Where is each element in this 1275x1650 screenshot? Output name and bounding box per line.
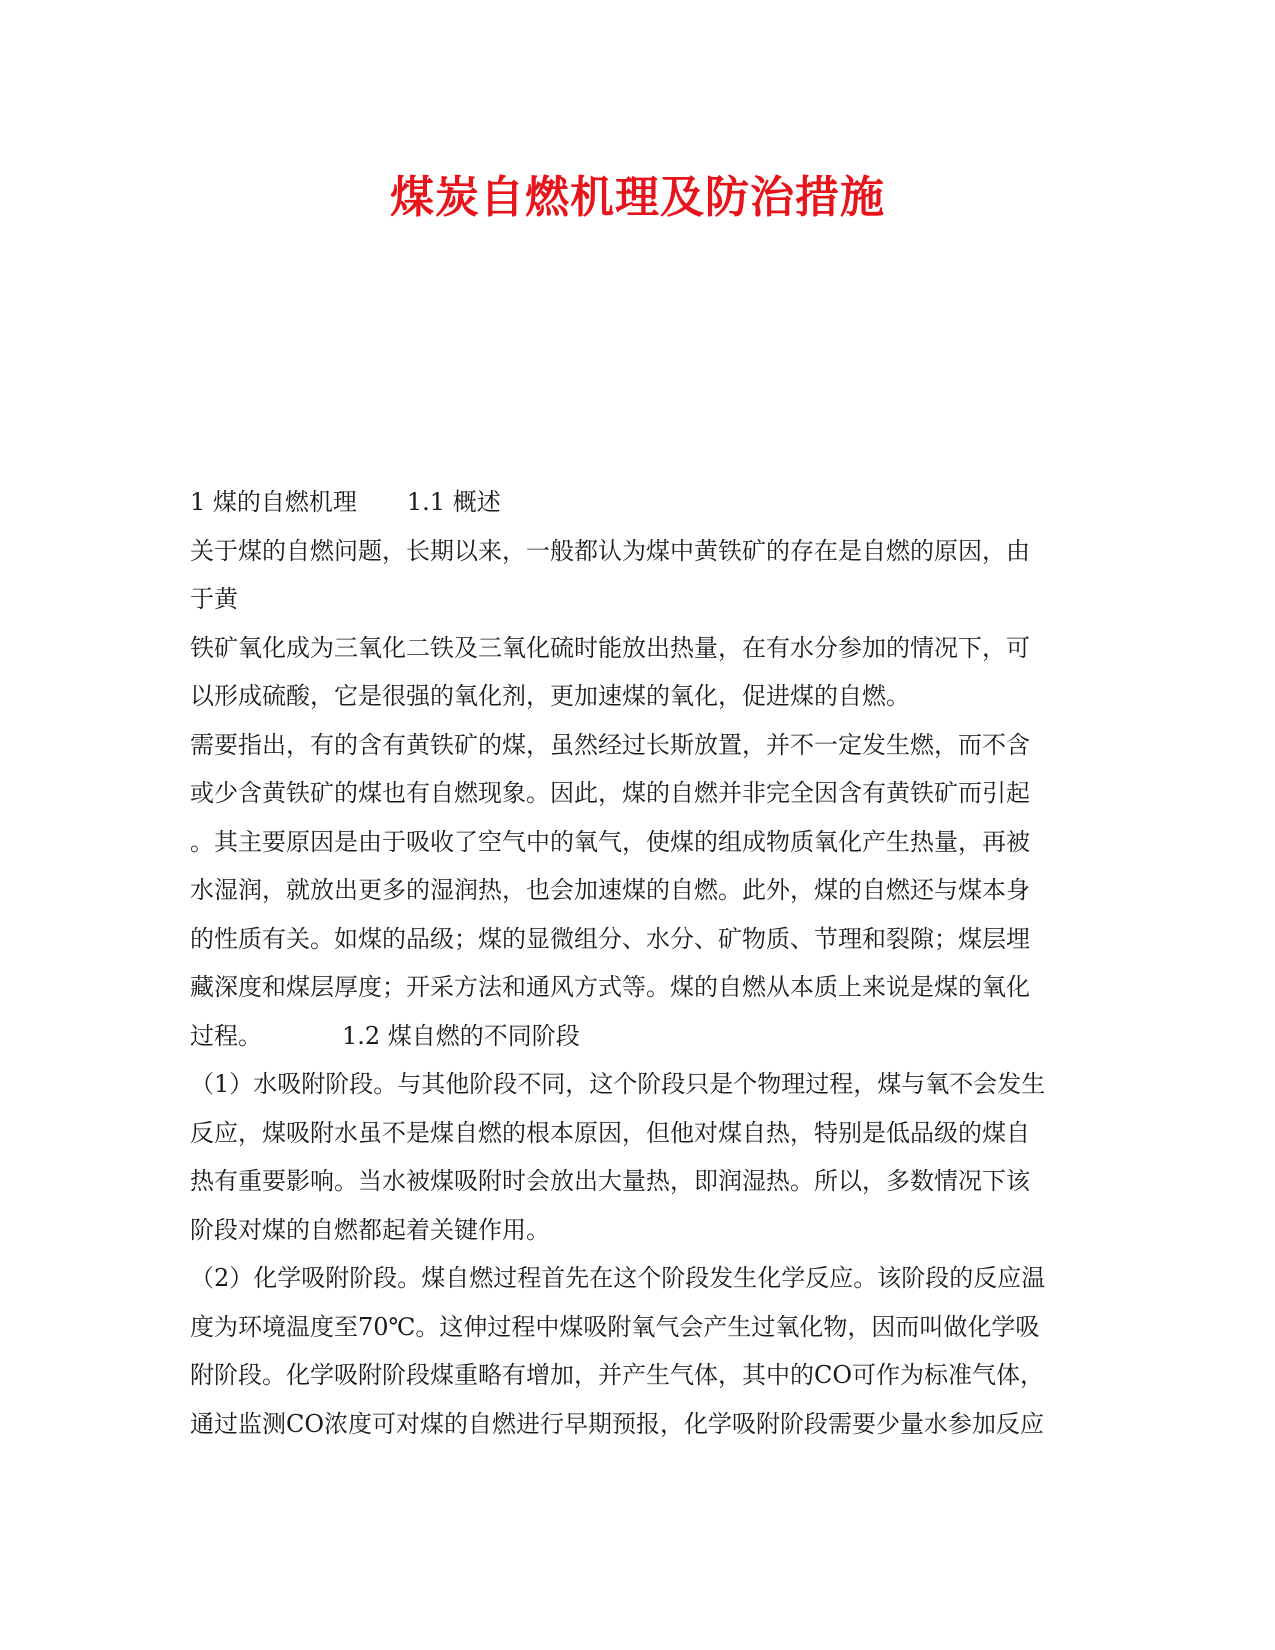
- text-line: 。其主要原因是由于吸收了空气中的氧气，使煤的组成物质氧化产生热量，再被: [190, 827, 1030, 856]
- document-body: [190, 478, 1090, 1448]
- text-fragment: 过程。: [190, 1021, 262, 1050]
- text-line: 或少含黄铁矿的煤也有自燃现象。因此，煤的自燃并非完全因含有黄铁矿而引起: [190, 779, 1030, 807]
- text-line: 水湿润，就放出更多的湿润热，也会加速煤的自燃。此外，煤的自燃还与煤本身: [190, 876, 1030, 904]
- text-line: 度为环境温度至70℃。这伸过程中煤吸附氧气会产生过氧化物，因而叫做化学吸: [190, 1312, 1040, 1341]
- text-line: 反应，煤吸附水虽不是煤自燃的根本原因，但他对煤自热，特别是低品级的煤自: [190, 1118, 1030, 1147]
- text-line: 藏深度和煤层厚度；开采方法和通风方式等。煤的自燃从本质上来说是煤的氧化: [190, 973, 1030, 1001]
- text-line: 的性质有关。如煤的品级；煤的显微组分、水分、矿物质、节理和裂隙；煤层埋: [190, 924, 1030, 953]
- text-line: 以形成硫酸，它是很强的氧化剂，更加速煤的氧化，促进煤的自燃。: [190, 682, 910, 710]
- text-line: 阶段对煤的自燃都起着关键作用。: [190, 1215, 550, 1244]
- text-line: 热有重要影响。当水被煤吸附时会放出大量热，即润湿热。所以，多数情况下该: [190, 1167, 1030, 1195]
- text-line: 通过监测CO浓度可对煤的自燃进行早期预报，化学吸附阶段需要少量水参加反应: [190, 1409, 1045, 1438]
- section-heading-line: [190, 478, 1090, 527]
- text-line: 关于煤的自燃问题，长期以来，一般都认为煤中黄铁矿的存在是自燃的原因，由: [190, 536, 1030, 565]
- text-line: 铁矿氧化成为三氧化二铁及三氧化硫时能放出热量，在有水分参加的情况下，可: [190, 633, 1030, 662]
- text-line: （1）水吸附阶段。与其他阶段不同，这个阶段只是个物理过程，煤与氧不会发生: [190, 1070, 1046, 1098]
- text-line: （2）化学吸附阶段。煤自燃过程首先在这个阶段发生化学反应。该阶段的反应温: [190, 1264, 1046, 1292]
- text-line: 需要指出，有的含有黄铁矿的煤，虽然经过长斯放置，并不一定发生燃，而不含: [190, 730, 1030, 759]
- subsection-heading: 1.1 概述: [406, 488, 501, 516]
- page-title: 煤炭自燃机理及防治措施: [390, 172, 885, 223]
- section-heading: 1 煤的自燃机理: [190, 488, 357, 516]
- section-heading-line: [190, 1012, 1090, 1061]
- text-line: 于黄: [190, 585, 238, 613]
- text-line: 附阶段。化学吸附阶段煤重略有增加，并产生气体，其中的CO可作为标准气体，: [190, 1361, 1045, 1389]
- subsection-heading: 1.2 煤自燃的不同阶段: [342, 1021, 580, 1050]
